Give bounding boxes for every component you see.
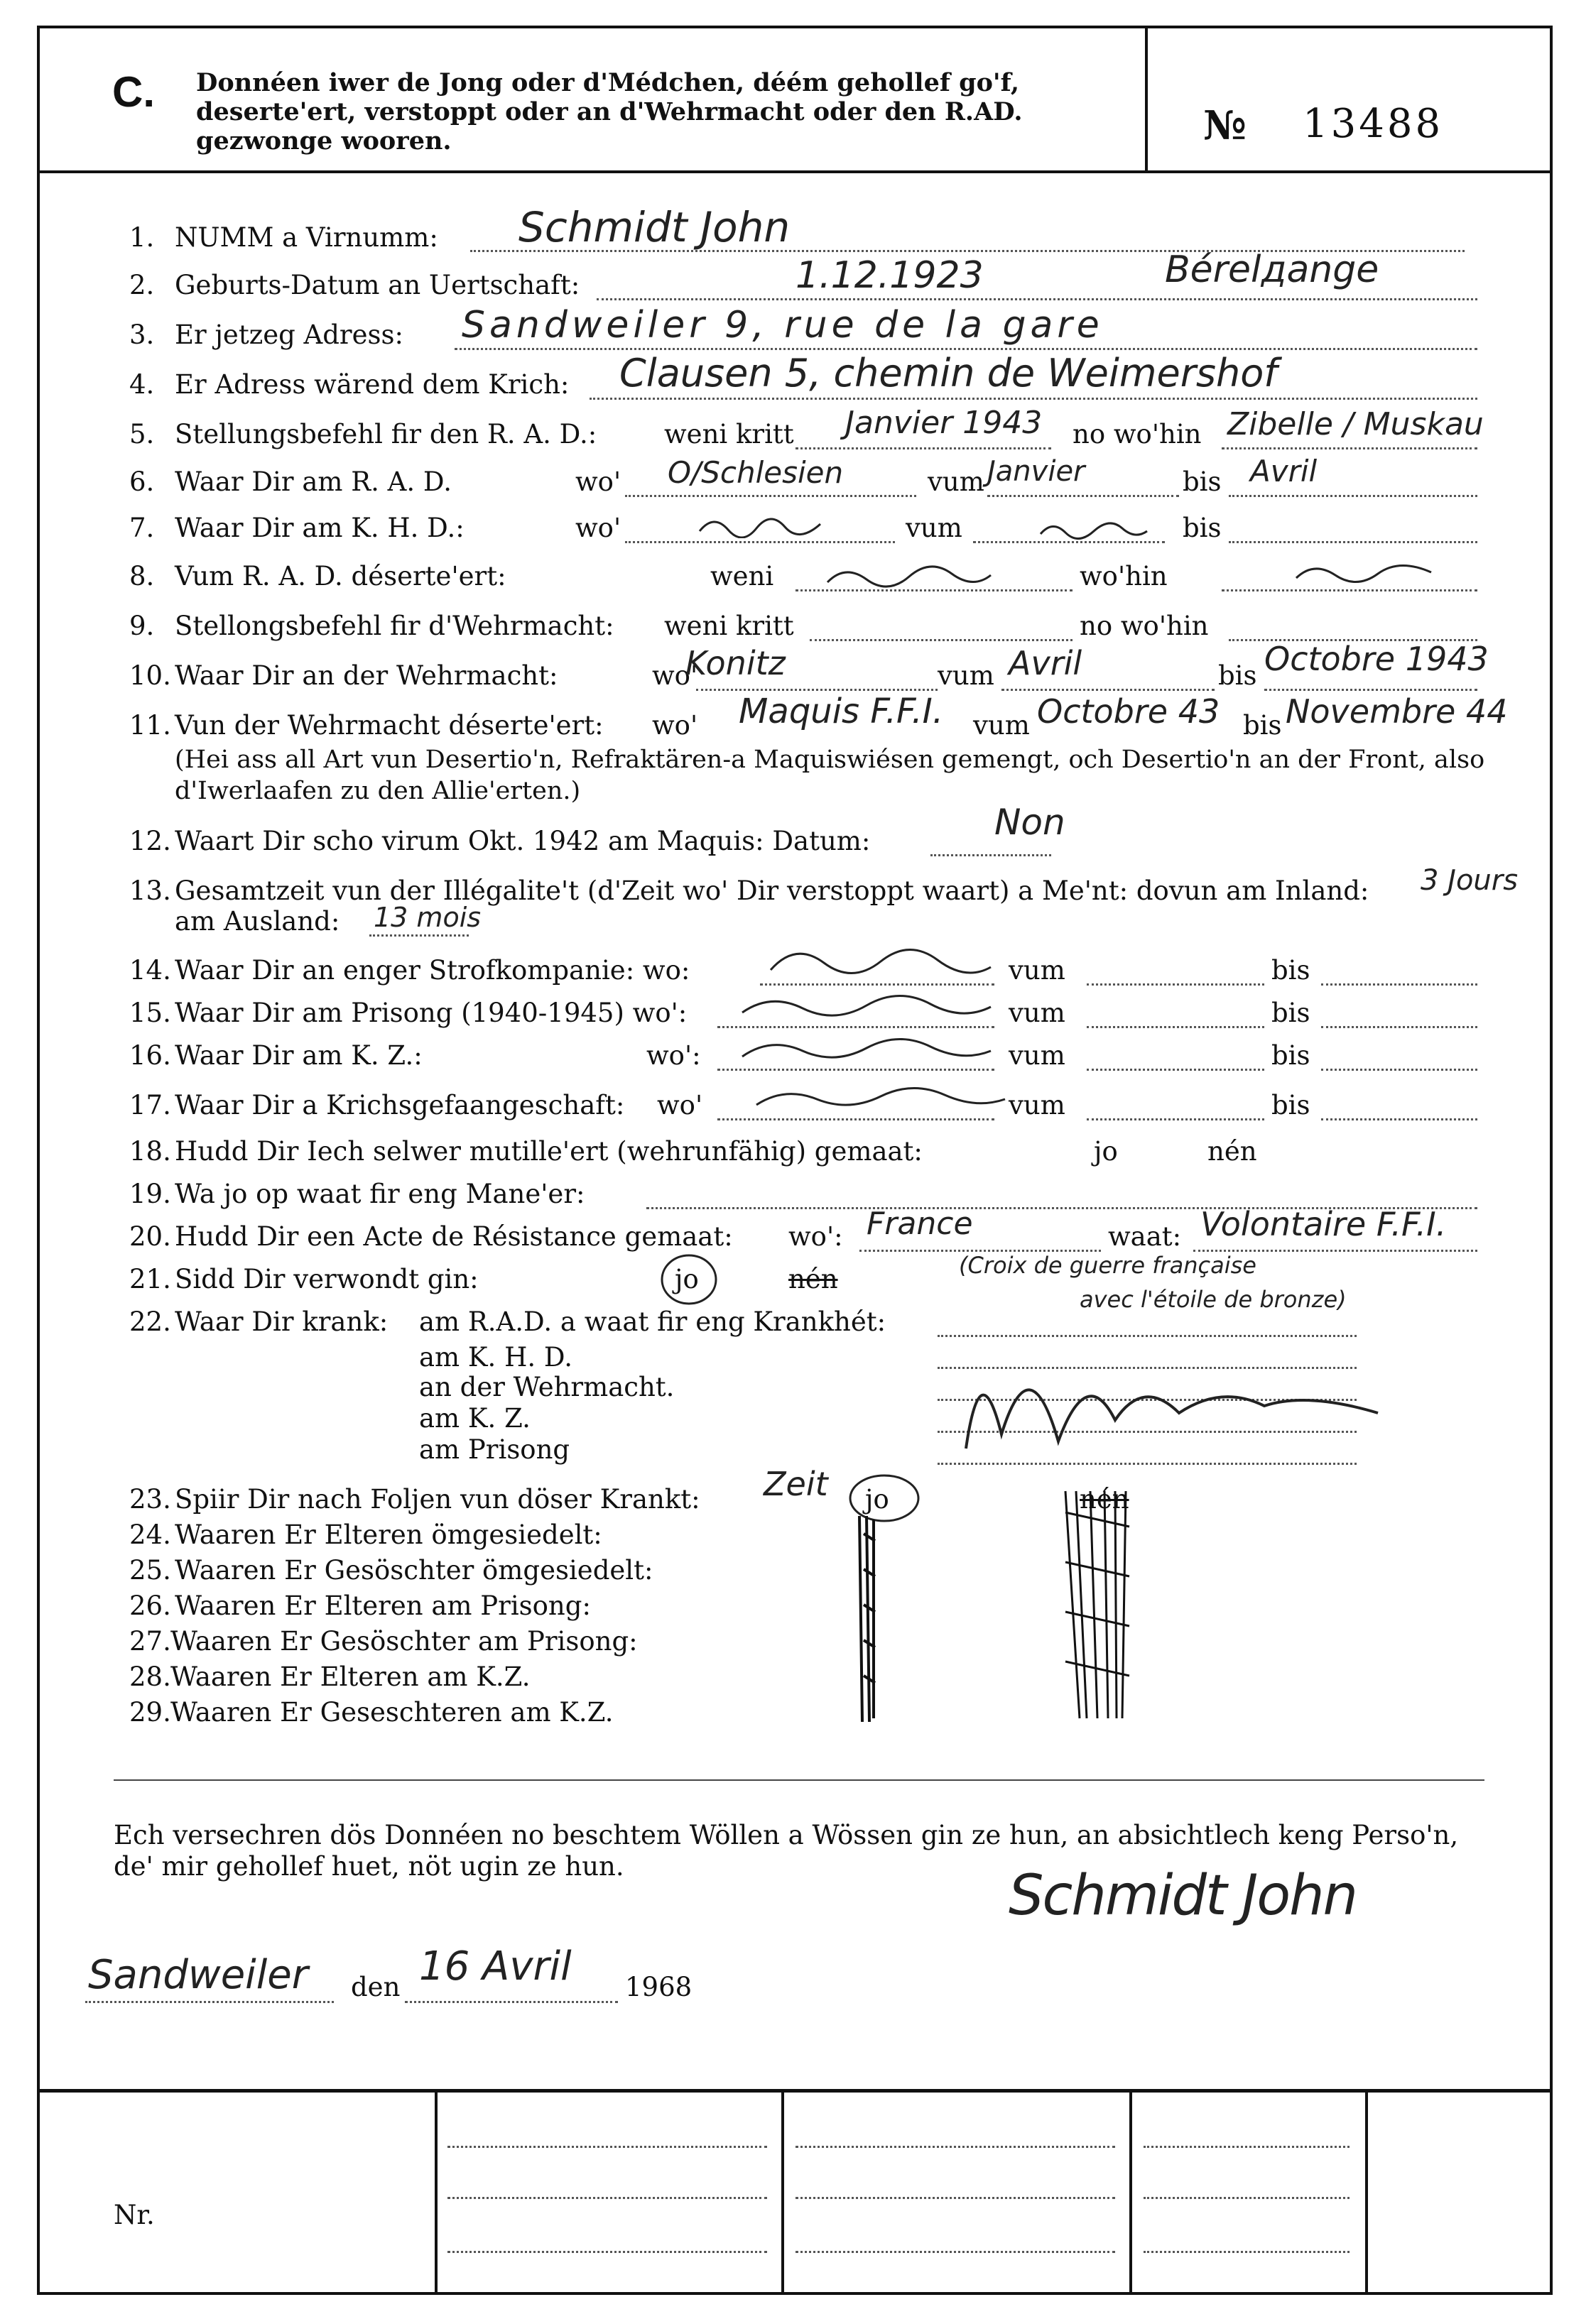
answer-line (987, 495, 1179, 497)
footer-column-divider (1365, 2092, 1368, 2295)
item-label: Waaren Er Geseschteren am K.Z. (170, 1697, 614, 1728)
birth-place-answer: Bérelдange (1165, 249, 1379, 291)
item-label: Waar Dir am R. A. D. (175, 467, 452, 497)
footer-line (447, 2197, 767, 2199)
answer-line (1321, 1026, 1477, 1028)
item-number: 23. (129, 1484, 171, 1515)
item-label: Waar Dir am K. Z.: (175, 1040, 423, 1071)
footer-line (1144, 2146, 1350, 2148)
answer-line (625, 541, 895, 543)
to-label: bis (1271, 955, 1310, 986)
what-label: waat: (1108, 1221, 1182, 1252)
wehrmacht-where-answer: Konitz (685, 644, 786, 682)
to-label: bis (1218, 660, 1257, 691)
item-number: 5. (129, 419, 155, 449)
footer-line (1144, 2197, 1350, 2199)
rad-order-date-answer: Janvier 1943 (845, 405, 1043, 441)
no-option: nén (1207, 1136, 1257, 1167)
item-number: 20. (129, 1221, 171, 1252)
strike-scribble (696, 510, 824, 538)
item-number: 22. (129, 1306, 171, 1337)
answer-line (1229, 541, 1477, 543)
wehrmacht-from-answer: Avril (1009, 644, 1082, 682)
yes-option: jo (1094, 1136, 1118, 1167)
item-label: Vum R. A. D. déserte'ert: (175, 561, 506, 591)
strike-scribble (739, 1031, 994, 1064)
nr-label: Nr. (114, 2200, 155, 2230)
item-label: Vun der Wehrmacht déserte'ert: (175, 710, 604, 741)
date-line (405, 2001, 618, 2003)
footer-rule (40, 2089, 1550, 2093)
answer-line (1087, 1069, 1264, 1071)
desertion-where-answer: Maquis F.F.I. (739, 692, 944, 731)
answer-line (717, 1026, 994, 1028)
item-number: 15. (129, 998, 171, 1028)
answer-line (717, 1069, 994, 1071)
rad-from-answer: Janvier (987, 455, 1085, 488)
answer-line (455, 348, 1477, 350)
no-option-struck: nén (788, 1264, 838, 1294)
to-label: bis (1183, 467, 1222, 497)
answer-line (717, 1118, 994, 1120)
item-label: Hudd Dir een Acte de Résistance gemaat: (175, 1221, 733, 1252)
from-label: vum (973, 710, 1030, 741)
consequences-answer: Zeit (764, 1465, 828, 1503)
where-label: wo' (657, 1090, 703, 1120)
where-label: wo': (788, 1221, 843, 1252)
strike-scribble (852, 1512, 888, 1725)
answer-line (1087, 1118, 1264, 1120)
desertion-from-answer: Octobre 43 (1037, 692, 1220, 731)
illness-khd: am K. H. D. (419, 1342, 572, 1373)
header-rule (40, 170, 1550, 173)
answer-line (796, 447, 1051, 449)
footer-line (796, 2146, 1115, 2148)
footer-column-divider (781, 2092, 784, 2295)
header-divider (1145, 26, 1148, 170)
from-label: vum (928, 467, 984, 497)
item-number: 4. (129, 369, 155, 400)
number-sign: № (1203, 102, 1247, 149)
from-label: vum (1009, 1040, 1065, 1071)
circle-mark (657, 1251, 721, 1308)
item-label: Hudd Dir Iech selwer mutille'ert (wehrunfähig) gemaat: (175, 1136, 923, 1167)
birth-date-answer: 1.12.1923 (796, 254, 984, 297)
abroad-label: am Ausland: (175, 906, 340, 937)
item-number: 26. (129, 1591, 171, 1621)
item-label: Gesamtzeit vun der Illégalite't (d'Zeit wo' Dir verstoppt waart) a Me'nt: dovun am Inland: (175, 875, 1369, 906)
where-label: wo' (575, 467, 621, 497)
item-label: Wa jo op waat fir eng Mane'er: (175, 1179, 585, 1209)
from-label: vum (1009, 998, 1065, 1028)
item-number: 2. (129, 270, 155, 300)
form-number: 13488 (1303, 101, 1444, 147)
item-label: Waaren Er Elteren am Prisong: (175, 1591, 591, 1621)
item-label: Waar Dir am K. H. D.: (175, 513, 465, 543)
footer-line (796, 2251, 1115, 2253)
desertion-to-answer: Novembre 44 (1286, 692, 1508, 731)
name-answer: Schmidt John (518, 203, 791, 251)
from-label: vum (1009, 1090, 1065, 1120)
footer-column-divider (435, 2092, 438, 2295)
when-label: weni (710, 561, 774, 591)
wound-remark-line1: (Croix de guerre française (959, 1252, 1256, 1279)
current-address-answer: Sandweiler 9, rue de la gare (462, 304, 1104, 347)
answer-line (597, 298, 1477, 300)
footer-line (796, 2197, 1115, 2199)
item-number: 18. (129, 1136, 171, 1167)
answer-line (760, 983, 994, 986)
item-number: 21. (129, 1264, 171, 1294)
item-label: Stellongsbefehl fir d'Wehrmacht: (175, 611, 614, 641)
item-label: Waaren Er Elteren ömgesiedelt: (175, 1520, 602, 1550)
item-number: 19. (129, 1179, 171, 1209)
answer-line (625, 495, 916, 497)
strike-scribble (767, 942, 994, 977)
illness-prison: am Prisong (419, 1434, 570, 1465)
answer-line (1222, 589, 1477, 591)
rad-to-answer: Avril (1250, 454, 1318, 489)
inland-answer: 3 Jours (1421, 864, 1519, 897)
war-address-answer: Clausen 5, chemin de Weimershof (619, 351, 1278, 395)
where-label: wo' (575, 513, 621, 543)
when-label: weni kritt (664, 419, 794, 449)
illness-wehrmacht: an der Wehrmacht. (419, 1372, 675, 1402)
section-letter: C. (112, 68, 155, 116)
den-label: den (351, 1972, 401, 2002)
item-number: 13. (129, 875, 171, 906)
item-label: NUMM a Virnumm: (175, 222, 438, 253)
answer-line (973, 541, 1165, 543)
item-number: 14. (129, 955, 171, 986)
item-number: 8. (129, 561, 155, 591)
answer-line (1321, 983, 1477, 986)
handwritten-signature: Schmidt John (1009, 1864, 1357, 1928)
item-number: 25. (129, 1555, 171, 1586)
item-number: 9. (129, 611, 155, 641)
where-label: wo'hin (1080, 561, 1168, 591)
item-label: Waaren Er Gesöschter am Prisong: (170, 1626, 638, 1657)
section-title: Donnéen iwer de Jong oder d'Médchen, déém gehollef go'f, deserte'ert, verstoppt oder an d'Wehrmacht oder den R.AD. gezwonge wooren. (196, 68, 1023, 156)
answer-line (590, 398, 1477, 400)
item-number: 6. (129, 467, 155, 497)
item-label: Waart Dir scho virum Okt. 1942 am Maquis: Datum: (175, 826, 871, 856)
item-label: Waar Dir krank: (175, 1306, 389, 1337)
footer-line (447, 2146, 767, 2148)
item-number: 12. (129, 826, 171, 856)
when-label: weni kritt (664, 611, 794, 641)
no-option-struck: nén (1080, 1484, 1129, 1515)
answer-line (810, 639, 1073, 641)
desertion-note: (Hei ass all Art vun Desertio'n, Refraktären-a Maquiswiésen gemengt, och Desertio'n an der Front, also d'Iwerlaafen zu den Allie'erten.) (175, 746, 1485, 805)
to-label: bis (1243, 710, 1282, 741)
footer-line (1144, 2251, 1350, 2253)
place-line (85, 2001, 334, 2003)
from-label: vum (906, 513, 962, 543)
where-label: wo' (652, 660, 698, 691)
where-label: wo' (652, 710, 698, 741)
to-label: bis (1183, 513, 1222, 543)
strike-scribble (952, 1335, 1392, 1470)
where-label: no wo'hin (1073, 419, 1202, 449)
answer-line (1222, 447, 1477, 449)
item-number: 11. (129, 710, 171, 741)
item-label: Er jetzeg Adress: (175, 320, 403, 350)
item-label: Waaren Er Elteren am K.Z. (170, 1662, 531, 1692)
strike-scribble (739, 987, 994, 1020)
item-number: 29. (129, 1697, 171, 1728)
item-number: 3. (129, 320, 155, 350)
item-number: 17. (129, 1090, 171, 1120)
yes-option-circled: jo (865, 1484, 889, 1515)
signature-date: 16 Avril (419, 1943, 572, 1990)
item-number: 7. (129, 513, 155, 543)
rad-where-answer: O/Schlesien (668, 455, 844, 490)
yes-option-circled: jo (675, 1264, 699, 1294)
strike-scribble (824, 555, 994, 591)
item-label: Spiir Dir nach Foljen vun döser Krankt: (175, 1484, 700, 1515)
signature-place: Sandweiler (88, 1952, 308, 1998)
item-number: 27. (129, 1626, 171, 1657)
to-label: bis (1271, 998, 1310, 1028)
item-number: 1. (129, 222, 155, 253)
where-label: no wo'hin (1080, 611, 1209, 641)
item-label: Sidd Dir verwondt gin: (175, 1264, 479, 1294)
item-number: 10. (129, 660, 171, 691)
answer-line (1229, 495, 1477, 497)
footer-line (447, 2251, 767, 2253)
answer-line (1087, 1026, 1264, 1028)
from-label: vum (1009, 955, 1065, 986)
item-label: Waaren Er Gesöschter ömgesiedelt: (175, 1555, 653, 1586)
to-label: bis (1271, 1040, 1310, 1071)
item-number: 16. (129, 1040, 171, 1071)
item-label: Stellungsbefehl fir den R. A. D.: (175, 419, 597, 449)
answer-line (1321, 1069, 1477, 1071)
item-label: Waar Dir am Prisong (1940-1945) wo': (175, 998, 688, 1028)
resistance-where-answer: France (867, 1206, 973, 1242)
item-label: Waar Dir an der Wehrmacht: (175, 660, 558, 691)
item-label: Waar Dir an enger Strofkompanie: wo: (175, 955, 690, 986)
item-number: 28. (129, 1662, 171, 1692)
wound-remark-line2: avec l'étoile de bronze) (1080, 1286, 1347, 1313)
maquis-before-answer: Non (994, 802, 1065, 843)
to-label: bis (1271, 1090, 1310, 1120)
answer-line (930, 854, 1051, 856)
answer-line (1087, 983, 1264, 986)
answer-line (1321, 1118, 1477, 1120)
separator-line (114, 1779, 1484, 1781)
rad-order-place-answer: Zibelle / Muskau (1227, 406, 1484, 442)
illness-kz: am K. Z. (419, 1403, 531, 1434)
from-label: vum (938, 660, 994, 691)
signature-year: 1968 (625, 1972, 693, 2002)
footer-column-divider (1129, 2092, 1132, 2295)
strike-scribble (1058, 1484, 1136, 1725)
item-label: Er Adress wärend dem Krich: (175, 369, 570, 400)
resistance-what-answer: Volontaire F.F.I. (1200, 1205, 1447, 1243)
strike-scribble (1037, 513, 1151, 541)
illness-rad: am R.A.D. a waat fir eng Krankhét: (419, 1306, 886, 1337)
item-label: Waar Dir a Krichsgefaangeschaft: (175, 1090, 625, 1120)
item-number: 24. (129, 1520, 171, 1550)
strike-scribble (753, 1079, 1009, 1112)
item-label: Geburts-Datum an Uertschaft: (175, 270, 580, 300)
strike-scribble (1293, 554, 1435, 587)
declaration-text: Ech versechren dös Donnéen no beschtem Wöllen a Wössen gin ze hun, an absichtlech keng Perso'n, de' mir gehollef huet, nöt ugin ze hun. (114, 1820, 1459, 1882)
where-label: wo': (646, 1040, 701, 1071)
wehrmacht-to-answer: Octobre 1943 (1264, 640, 1489, 678)
abroad-answer: 13 mois (374, 902, 482, 933)
